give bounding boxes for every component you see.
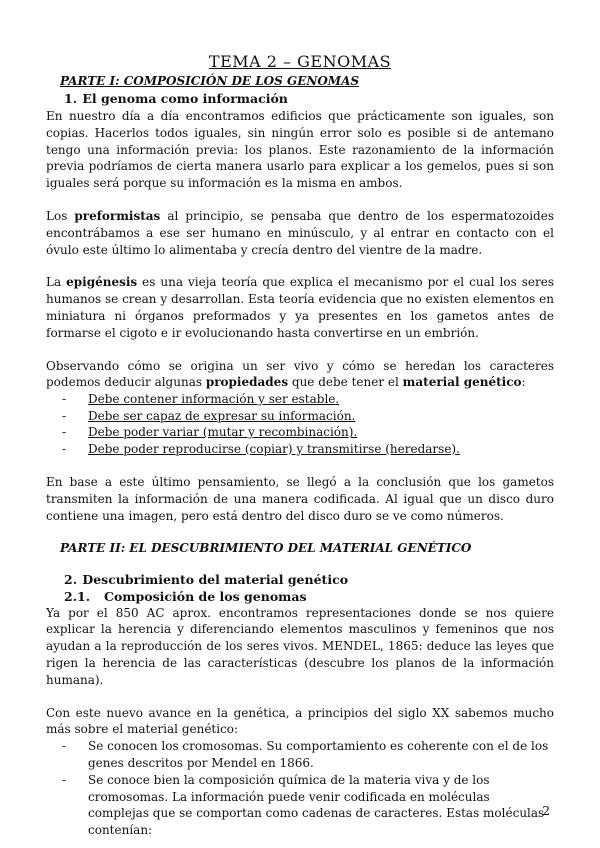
properties-list (46, 391, 554, 457)
section-1-title: El genoma como información (82, 91, 288, 106)
list-item: - Se conoce bien la composición química de la materia viva y de los cromosomas. La información puede venir codificada en moléculas complejas que se comportan como cadenas de caracteres. Estas moléculas contenían: (62, 772, 554, 838)
section-1-heading (64, 91, 554, 106)
list-item: - Debe poder reproducirse (copiar) y transmitirse (heredarse). (62, 441, 554, 458)
section-2-1-title: Composición de los genomas (104, 588, 307, 604)
paragraph-siglo-xx: Con este nuevo avance en la genética, a principios del siglo XX sabemos mucho más sobre el material genético: (46, 705, 554, 737)
text-run: es una vieja teoría que explica el mecanismo por el cual los seres humanos se crean y desarrollan. Esta teoría evidencia que no existen elementos en miniatura ni órganos preformados y ya presentes en los gametos antes de formarse el cigoto e ir evolucionando hasta convertirse en un embrión. (46, 275, 554, 340)
text-run: La (46, 275, 67, 290)
page-title: TEMA 2 – GENOMAS (208, 52, 392, 71)
section-2-number: 2. (64, 571, 78, 587)
section-2-1-number: 2.1. (64, 588, 91, 604)
text-run: al principio, se pensaba que dentro de los espermatozoides encontrábamos a ese ser humano en minúsculo, y al entrar en contacto con el óvulo este último lo alimentaba y crecía dentro del vientre de la madre. (46, 208, 554, 257)
page-number: 2 (542, 804, 550, 818)
term-material-genetico: material genético (402, 375, 522, 390)
list-item: - Se conocen los cromosomas. Su comportamiento es coherente con el de los genes descritos por Mendel en 1866. (62, 738, 554, 771)
term-propiedades: propiedades (205, 375, 289, 390)
list-item: - Debe contener información y ser estable. (62, 391, 554, 408)
section-1-number: 1. (64, 91, 78, 106)
paragraph-preformistas (46, 208, 554, 258)
part-1-heading: PARTE I: COMPOSICIÓN DE LOS GENOMAS (60, 74, 360, 88)
paragraph-mendel: Ya por el 850 AC aprox. encontramos representaciones donde se nos quiere explicar la herencia y diferenciando elementos masculinos y femeninos que nos ayudan a la reproducción de los seres vivos. MENDEL, 1865: deduce las leyes que rigen la herencia de las características (descubre los planos de la información humana). (46, 605, 554, 687)
paragraph-1: En nuestro día a día encontramos edificios que prácticamente son iguales, son copias. Hacerlos todos iguales, sin ningún error solo es posible si de antemano tengo una información previa: los planos. Este razonamiento de la información previa podríamos de cierta manera usarlo para explicar a los gemelos, pues si son iguales será porque su información es la misma en ambos. (46, 109, 554, 191)
part-2-heading: PARTE II: EL DESCUBRIMIENTO DEL MATERIAL GENÉTICO (60, 540, 472, 555)
section-2-heading (64, 572, 554, 587)
document-page (46, 52, 554, 839)
text-run: que debe tener el (288, 375, 403, 390)
paragraph-propiedades (46, 358, 554, 392)
list-item: - Debe ser capaz de expresar su información. (62, 408, 554, 425)
text-run: Observando cómo se origina un ser vivo y cómo se heredan los caracteres podemos deducir algunas (46, 358, 554, 390)
chromosome-list (46, 738, 554, 838)
section-2-1-heading (64, 589, 554, 604)
text-run: Los (46, 208, 75, 223)
paragraph-epigenesis (46, 274, 554, 341)
term-preformistas: preformistas (74, 208, 161, 223)
list-item: - Debe poder variar (mutar y recombinación). (62, 424, 554, 441)
text-run: : (521, 375, 526, 390)
section-2-title: Descubrimiento del material genético (82, 571, 349, 587)
paragraph-conclusion: En base a este último pensamiento, se llegó a la conclusión que los gametos transmiten la información de una manera codificada. Al igual que un disco duro contiene una imagen, pero está dentro del disco duro se ve como números. (46, 475, 554, 523)
term-epigenesis: epigénesis (66, 275, 138, 290)
